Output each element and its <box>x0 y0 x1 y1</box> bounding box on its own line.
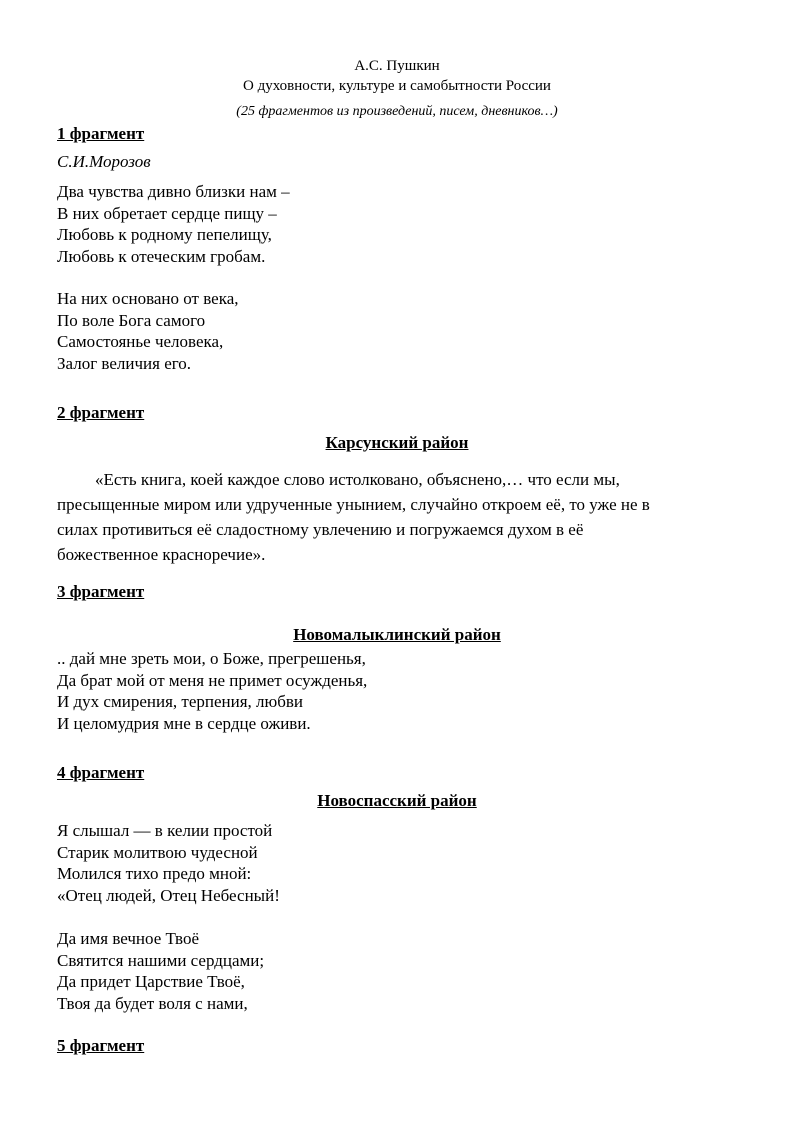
verse-line: Старик молитвою чудесной <box>57 842 258 862</box>
fragment-2-prose <box>57 467 727 567</box>
verse-line: И целомудрия мне в сердце оживи. <box>57 713 311 733</box>
verse-line: Да придет Царствие Твоё, <box>57 972 245 992</box>
fragment-1-stanza-2 <box>57 288 239 374</box>
verse-line: И дух смирения, терпения, любви <box>57 692 303 712</box>
fragment-1-author: С.И.Морозов <box>57 152 151 171</box>
verse-line: На них основано от века, <box>57 289 239 308</box>
fragment-2-heading: 2 фрагмент <box>57 403 145 422</box>
verse-line: Любовь к отеческим гробам. <box>57 246 266 266</box>
prose-line: божественное красноречие». <box>57 545 266 564</box>
doc-subtitle: (25 фрагментов из произведений, писем, дневников…) <box>236 104 558 119</box>
verse-line: Я слышал — в келии простой <box>57 821 273 840</box>
doc-title: О духовности, культуре и самобытности России <box>243 78 551 94</box>
fragment-2-district: Карсунский район <box>325 433 469 452</box>
fragment-3-stanza-1 <box>57 648 367 734</box>
verse-line: Молился тихо предо мной: <box>57 864 252 884</box>
fragment-5-heading: 5 фрагмент <box>57 1036 145 1055</box>
verse-line: Твоя да будет воля с нами, <box>57 993 248 1013</box>
verse-line: Самостоянье человека, <box>57 332 224 352</box>
verse-line: Святится нашими сердцами; <box>57 950 265 970</box>
fragment-4-stanza-2 <box>57 928 264 1014</box>
fragment-1-stanza-1 <box>57 181 290 267</box>
fragment-3-heading: 3 фрагмент <box>57 582 145 601</box>
verse-line: По воле Бога самого <box>57 310 206 330</box>
fragment-4-heading: 4 фрагмент <box>57 763 145 782</box>
prose-line: пресыщенные миром или удрученные унынием, случайно откроем её, то уже не в <box>57 495 650 514</box>
fragment-3-district: Новомалыклинский район <box>293 625 501 644</box>
fragment-1-heading: 1 фрагмент <box>57 124 145 143</box>
verse-line: .. дай мне зреть мои, о Боже, прегрешенья, <box>57 649 366 668</box>
verse-line: В них обретает сердце пищу – <box>57 203 277 223</box>
doc-author: А.С. Пушкин <box>354 58 440 74</box>
prose-line: «Есть книга, коей каждое слово истолковано, объяснено,… что если мы, <box>95 470 620 489</box>
verse-line: Да имя вечное Твоё <box>57 929 200 948</box>
verse-line: Залог величия его. <box>57 353 192 373</box>
verse-line: Да брат мой от меня не примет осужденья, <box>57 670 368 690</box>
verse-line: Любовь к родному пепелищу, <box>57 225 272 245</box>
prose-line: силах противиться её сладостному увлечению и погружаемся духом в её <box>57 520 584 539</box>
verse-line: Два чувства дивно близки нам – <box>57 182 290 201</box>
fragment-4-stanza-1 <box>57 820 280 906</box>
fragment-4-district: Новоспасский район <box>317 791 477 810</box>
verse-line: «Отец людей, Отец Небесный! <box>57 885 280 905</box>
